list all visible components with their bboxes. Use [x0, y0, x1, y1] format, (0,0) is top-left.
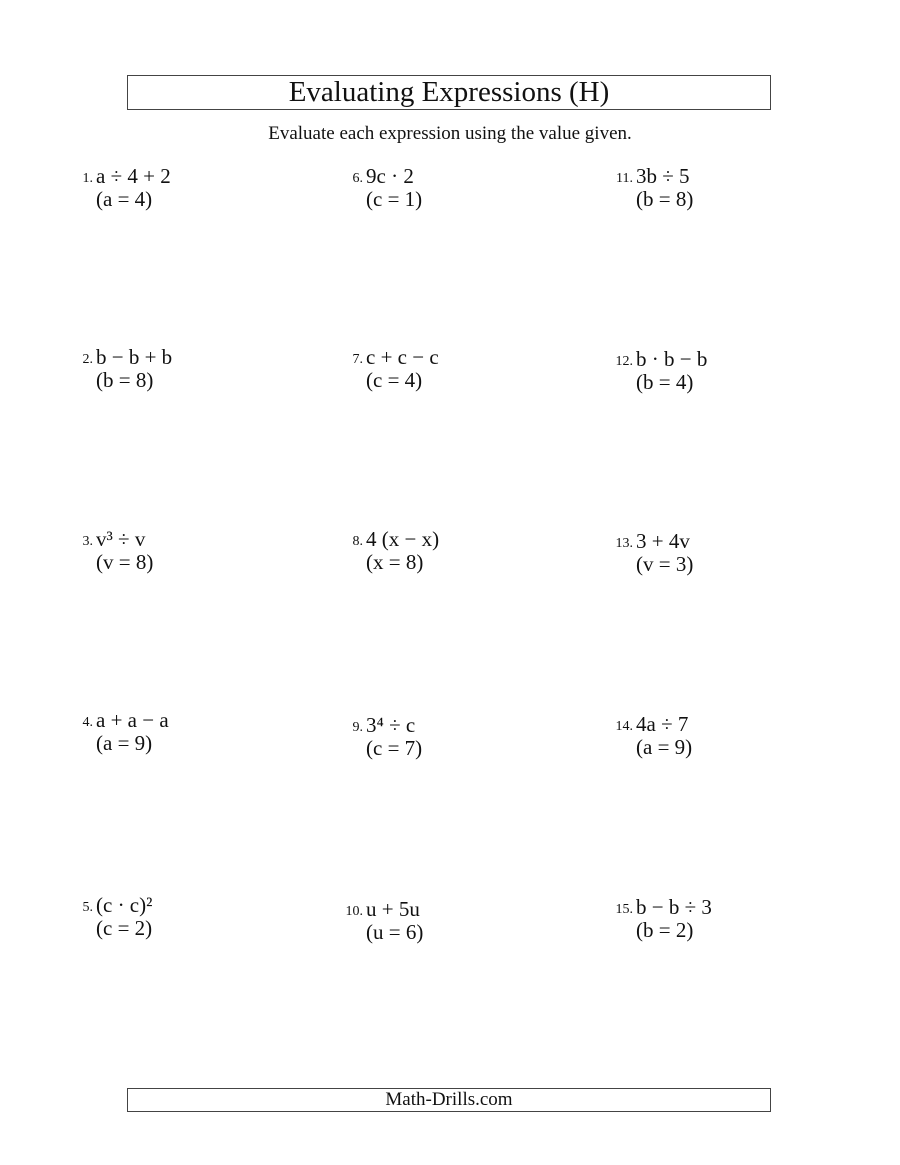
problem-number: 7. — [352, 352, 363, 367]
expression: 4 (x − x) — [366, 527, 440, 551]
problem-number: 9. — [352, 720, 363, 735]
problem-number: 13. — [615, 536, 633, 551]
footer-source: Math-Drills.com — [127, 1088, 771, 1112]
expression: a ÷ 4 + 2 — [96, 164, 171, 188]
problem-number: 10. — [345, 904, 363, 919]
given-value: (a = 9) — [96, 731, 153, 755]
given-value: (b = 4) — [636, 370, 694, 394]
problem-13 — [603, 529, 833, 599]
problem-number: 11. — [616, 171, 633, 186]
given-value: (u = 6) — [366, 920, 424, 944]
given-value: (v = 3) — [636, 552, 694, 576]
problem-2 — [63, 345, 293, 415]
expression: c + c − c — [366, 345, 439, 369]
instructions: Evaluate each expression using the value given. — [268, 123, 632, 144]
problem-15 — [603, 895, 833, 965]
given-value: (b = 8) — [96, 368, 154, 392]
expression: b − b + b — [96, 345, 173, 369]
expression: b · b − b — [636, 347, 708, 371]
problem-3 — [63, 527, 293, 597]
problem-number: 1. — [82, 171, 93, 186]
problem-8 — [333, 527, 563, 597]
expression: a + a − a — [96, 708, 169, 732]
given-value: (a = 9) — [636, 735, 693, 759]
problem-number: 5. — [82, 900, 93, 915]
problem-4 — [63, 708, 293, 778]
expression: v³ ÷ v — [96, 527, 146, 551]
expression: u + 5u — [366, 897, 420, 921]
problem-number: 4. — [82, 715, 93, 730]
given-value: (c = 2) — [96, 916, 153, 940]
expression: (c · c)² — [96, 893, 153, 917]
problem-14 — [603, 712, 833, 782]
expression: 9c · 2 — [366, 164, 414, 188]
worksheet-title: Evaluating Expressions (H) — [127, 75, 771, 110]
expression: 3⁴ ÷ c — [366, 713, 416, 737]
expression: 4a ÷ 7 — [636, 712, 689, 736]
problem-11 — [603, 164, 833, 234]
given-value: (c = 4) — [366, 368, 423, 392]
given-value: (v = 8) — [96, 550, 154, 574]
problem-number: 2. — [82, 352, 93, 367]
problem-number: 14. — [615, 719, 633, 734]
problem-number: 12. — [615, 354, 633, 369]
given-value: (b = 8) — [636, 187, 694, 211]
problem-12 — [603, 347, 833, 417]
given-value: (x = 8) — [366, 550, 424, 574]
problem-7 — [333, 345, 563, 415]
problem-9 — [333, 713, 563, 783]
expression: 3b ÷ 5 — [636, 164, 690, 188]
problem-5 — [63, 893, 293, 963]
expression: 3 + 4v — [636, 529, 690, 553]
given-value: (c = 7) — [366, 736, 423, 760]
problem-number: 8. — [352, 534, 363, 549]
given-value: (a = 4) — [96, 187, 153, 211]
expression: b − b ÷ 3 — [636, 895, 712, 919]
problem-number: 6. — [352, 171, 363, 186]
problem-6 — [333, 164, 563, 234]
problem-number: 3. — [82, 534, 93, 549]
problem-number: 15. — [615, 902, 633, 917]
problem-10 — [333, 897, 563, 967]
problem-1 — [63, 164, 293, 234]
given-value: (c = 1) — [366, 187, 423, 211]
given-value: (b = 2) — [636, 918, 694, 942]
